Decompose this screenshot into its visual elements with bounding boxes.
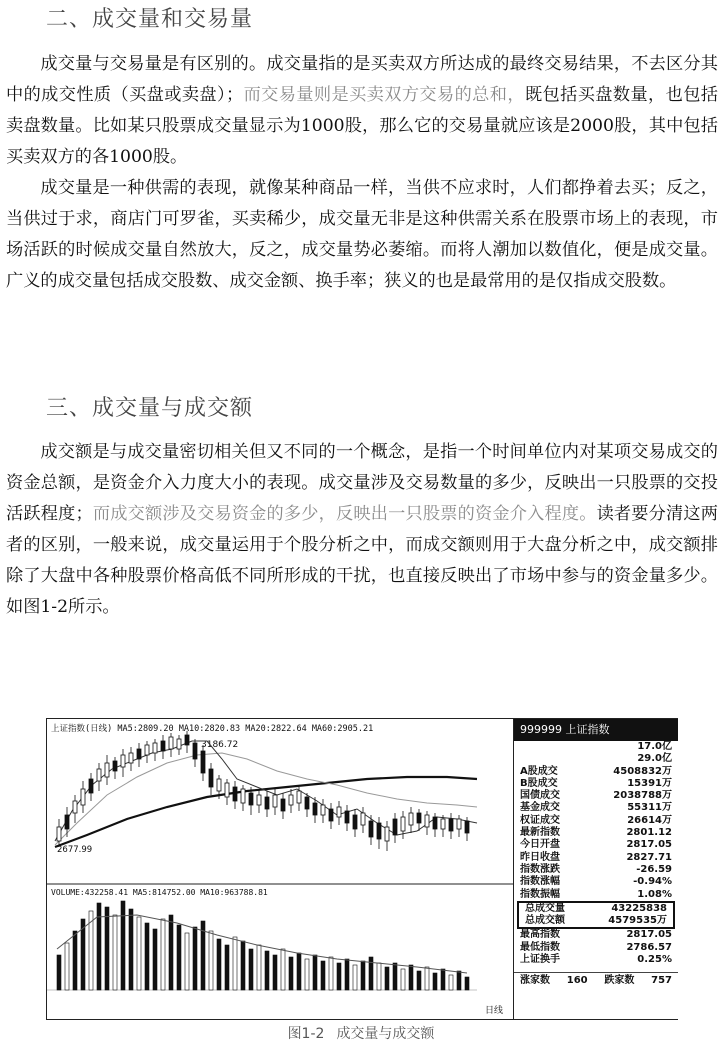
quote-row [519,915,673,927]
volume-header: VOLUME:432258.41 MA5:814752.00 MA10:963788.81 [51,888,268,897]
quote-row [514,839,678,851]
quote-row [514,753,678,765]
quote-value: -0.94% [633,876,672,888]
breadth-row [514,972,678,987]
quote-value: 2038788万 [613,790,672,802]
section2-paragraph-2: 成交量是一种供需的表现，就像某种商品一样，当供不应求时，人们都挣着去买；反之，当供过于求，商店门可罗雀，买卖稀少，成交量无非是这种供需关系在股票市场上的表现，市场活跃的时候成交量自然放大，反之，成交量势必萎缩。而将人潮加以数值化，便是成交量。广义的成交量包括成交股数、成交金额、换手率；狭义的也是最常用的是仅指成交股数。 [6,178,718,291]
highlight-run: 而成交额涉及交易资金的多少，反映出一只股票的资金介入程度。 [92,504,597,524]
figure-caption [0,1023,722,1043]
volume-ma-line [57,915,467,973]
quote-value: 2817.05 [626,929,672,941]
quote-label: 今日开盘 [520,839,560,851]
quote-label: 指数涨跌 [520,863,560,875]
quote-value: 2801.12 [626,827,672,839]
quote-label: B股成交 [520,777,558,789]
quote-rows [514,741,678,901]
section2-paragraph-1 [6,49,718,173]
quote-value: 4508832万 [613,765,672,777]
quote-label: 最新指数 [520,827,560,839]
quote-row [514,741,678,753]
quote-label: 权证成交 [520,814,560,826]
text-run: 成交量与交易量是有区别的。成交量指的是买卖双方所达成的最终交易结果，不去区分其中的成交性质（买盘或卖盘）； [6,54,718,105]
caption-number: 图1-2 [287,1026,325,1042]
quote-row [514,864,678,876]
section2-heading: 二、成交量和交易量 [46,7,254,32]
up-count-value: 160 [566,975,588,987]
section3-paragraph-1 [6,437,718,623]
quote-value: 26614万 [627,814,672,826]
down-count-label: 跌家数 [604,975,635,987]
quote-value: 15391万 [627,777,672,789]
up-count-label: 涨家数 [520,975,550,987]
quote-rows-2 [514,929,678,966]
quote-label: A股成交 [520,765,558,777]
text-run: 读者要分清这两者的区别，一般来说，成交量运用于个股分析之中，而成交额则用于大盘分析之中，成交额排除了大盘中各种股票价格高低不同所形成的干扰，也直接反映出了市场中参与的资金量多少。如图1-2所示。 [6,504,718,617]
quote-row [514,889,678,901]
quote-row [514,929,678,941]
quote-row [514,852,678,864]
quote-label: 指数振幅 [520,888,560,900]
quote-label: 上证换手 [520,954,560,966]
quote-label: 国债成交 [520,790,560,802]
quote-value: 29.0亿 [637,753,672,765]
quote-value: 4579535万 [608,915,667,927]
quote-label: 最高指数 [520,929,560,941]
quote-value: 0.25% [637,954,672,966]
stock-chart-figure [46,718,678,1020]
quote-value: 55311万 [627,802,672,814]
volume-bars [57,901,469,990]
quote-row [514,778,678,790]
quote-row [514,827,678,839]
highlight-run: 而交易量则是买卖双方交易的总和， [243,85,525,105]
quote-label: 昨日收盘 [520,851,560,863]
quote-label: 基金成交 [520,802,560,814]
quote-value: 2827.71 [626,851,672,863]
quote-row [514,790,678,802]
quote-label: 最低指数 [520,941,560,953]
section3-body [6,437,718,623]
quote-label: 指数涨幅 [520,876,560,888]
quote-row [514,815,678,827]
ma60-line [55,777,477,847]
quote-row [514,876,678,888]
quote-value: 2817.05 [626,839,672,851]
down-count-value: 757 [651,975,672,987]
quote-value: 43225838 [611,902,667,914]
quote-value: 2786.57 [626,941,672,953]
low-price-label: 2677.99 [57,845,93,855]
quote-row [514,802,678,814]
quote-row [514,766,678,778]
quote-row [519,903,673,915]
quote-row [514,954,678,966]
quote-label: 总成交量 [525,902,565,914]
section3-heading: 三、成交量与成交额 [46,396,254,421]
chart-canvas [47,719,513,1019]
period-tab[interactable]: 日线 [485,1006,504,1016]
caption-text: 成交量与成交额 [336,1026,435,1042]
quote-panel-title: 999999 上证指数 [514,719,678,741]
highlight-box [517,901,675,930]
quote-value: 17.0亿 [637,741,672,752]
ma5-line [55,741,477,841]
quote-label: 总成交额 [525,915,565,927]
text-run: 成交额是与成交量密切相关但又不同的一个概念，是指一个时间单位内对某项交易成交的资金总额，是资金介入力度大小的表现。成交量涉及交易数量的多少，反映出一只股票的交投活跃程度； [6,442,718,524]
chart-header: 上证指数(日线) MA5:2809.20 MA10:2820.83 MA20:2822.64 MA60:2905.21 [51,724,374,734]
quote-panel [513,719,678,1019]
quote-row [514,942,678,954]
high-price-label: 3186.72 [201,740,239,750]
quote-value: -26.59 [636,863,672,875]
section2-body [6,49,718,297]
text-run: 既包括买盘数量，也包括卖盘数量。比如某只股票成交量显示为1000股，那么它的交易量就应该是2000股，其中包括买卖双方的各1000股。 [6,85,718,167]
quote-value: 1.08% [637,888,672,900]
